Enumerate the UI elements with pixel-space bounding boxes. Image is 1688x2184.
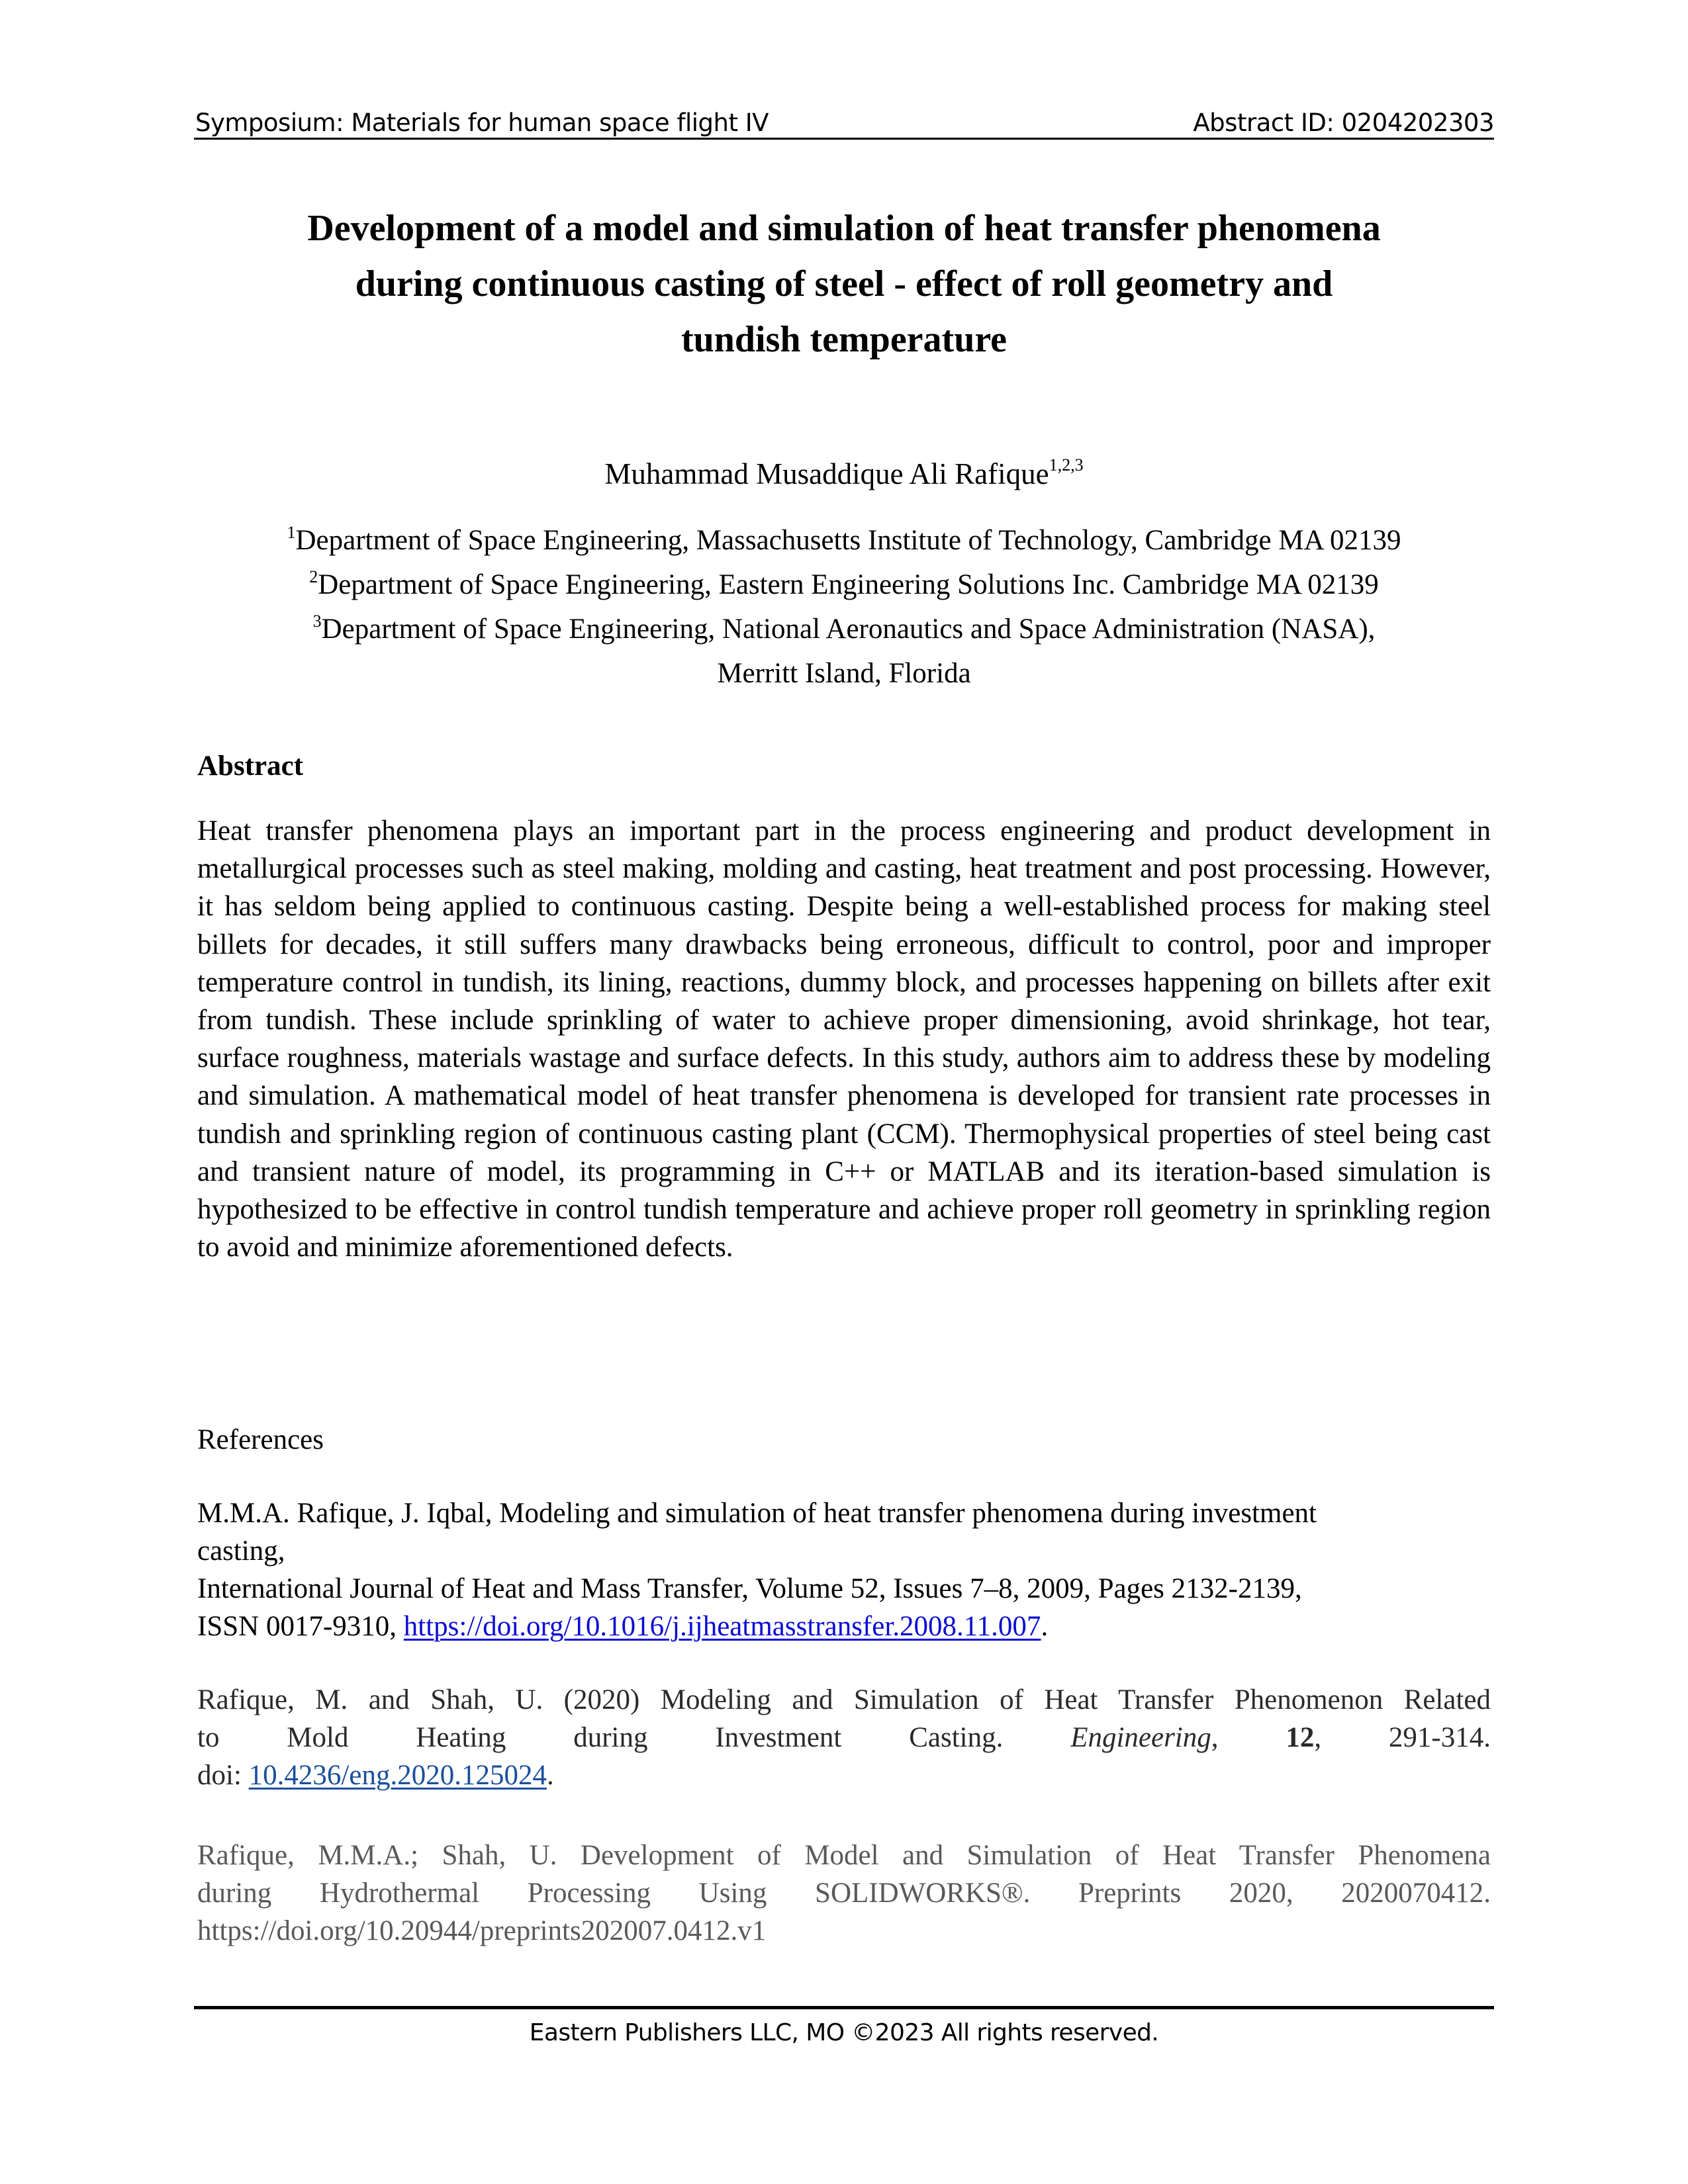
reference-3-doi: https://doi.org/10.20944/preprints202007.0412.v1 [197,1915,767,1946]
reference-2-period: . [546,1760,554,1791]
affiliation-2 [172,565,1516,609]
abstract-body: Heat transfer phenomena plays an important part in the process engineering and product development in metallurgical processes such as steel making, molding and casting, heat treatment and post processing. However, it has seldom being applied to continuous casting. Despite being a well-established process for making steel billets for decades, it still suffers many drawbacks being erroneous, difficult to control, poor and improper temperature control in tundish, its lining, reactions, dummy block, and processes happening on billets after exit from tundish. These include sprinkling of water to achieve proper dimensioning, avoid shrinkage, hot tear, surface roughness, materials wastage and surface defects. In this study, authors aim to address these by modeling and simulation. A mathematical model of heat transfer phenomena is developed for transient rate processes in tundish and sprinkling region of continuous casting plant (CCM). Thermophysical properties of steel being cast and transient nature of model, its programming in C++ or MATLAB and its iteration-based simulation is hypothesized to be effective in control tundish temperature and achieve proper roll geometry in sprinkling region to avoid and minimize aforementioned defects. [197,815,1491,1263]
affiliation-mark: 1 [287,523,296,542]
reference-2-pages: , 291-314. [1314,1722,1491,1753]
reference-2-doi-link[interactable]: 10.4236/eng.2020.125024 [248,1760,547,1791]
author-line [172,455,1516,497]
reference-2-line-1: Rafique, M. and Shah, U. (2020) Modeling and Simulation of Heat Transfer Phenomenon Related [197,1684,1491,1715]
affiliation-3 [172,609,1516,653]
reference-3-line-1: Rafique, M.M.A.; Shah, U. Development of Model and Simulation of Heat Transfer Phenomena [197,1840,1491,1871]
reference-2-journal: Engineering [1070,1722,1211,1753]
reference-1-period: . [1041,1611,1049,1642]
affiliation-text: Merritt Island, Florida [717,658,971,689]
symposium-name: Symposium: Materials for human space flight IV [195,109,769,137]
title-line-1: Development of a model and simulation of heat transfer phenomena [307,208,1381,249]
footer-rule [194,2006,1494,2009]
header-rule [194,138,1494,140]
affiliation-text: Department of Space Engineering, Massachusetts Institute of Technology, Cambridge MA 02139 [295,525,1401,556]
reference-1-issn: ISSN 0017-9310, [197,1611,404,1642]
reference-2-doi-label: doi: [197,1760,249,1791]
reference-2-volume: 12 [1286,1722,1315,1753]
abstract-heading: Abstract [197,751,304,782]
reference-1-line-2: casting, [197,1535,285,1567]
author-affiliation-marks: 1,2,3 [1049,455,1084,475]
affiliation-1 [172,520,1516,565]
author-name: Muhammad Musaddique Ali Rafique [604,457,1049,490]
running-header [195,98,1494,139]
reference-2-line-3 [197,1756,1491,1794]
reference-1-line-3: International Journal of Heat and Mass Transfer, Volume 52, Issues 7–8, 2009, Pages 2132-2139, [197,1573,1302,1604]
affiliations [172,520,1516,694]
title-line-2: during continuous casting of steel - effect of roll geometry and [355,263,1333,304]
reference-1-line-4 [197,1608,1491,1645]
affiliation-mark: 2 [309,567,318,586]
references-heading: References [197,1424,324,1455]
abstract-id: Abstract ID: 0204202303 [1193,109,1494,137]
paper-title [172,201,1516,367]
reference-2-line-2 [197,1719,1491,1756]
footer-copyright: Eastern Publishers LLC, MO ©2023 All rights reserved. [529,2019,1159,2046]
reference-2 [197,1681,1491,1794]
affiliation-mark: 3 [312,612,322,631]
reference-2-separator: , [1211,1722,1286,1753]
reference-1-doi-link[interactable]: https://doi.org/10.1016/j.ijheatmasstransfer.2008.11.007 [403,1611,1041,1642]
affiliation-text: Department of Space Engineering, National Aeronautics and Space Administration (NASA), [321,614,1376,645]
reference-1-line-1: M.M.A. Rafique, J. Iqbal, Modeling and simulation of heat transfer phenomena during investment [197,1498,1317,1529]
affiliation-text: Department of Space Engineering, Eastern Engineering Solutions Inc. Cambridge MA 02139 [318,569,1379,600]
reference-2-title-tail: to Mold Heating during Investment Casting. [197,1722,1071,1753]
title-line-3: tundish temperature [680,319,1008,360]
reference-1 [197,1494,1491,1645]
reference-3 [197,1837,1491,1950]
affiliation-3-continued [172,653,1516,694]
reference-3-line-2: during Hydrothermal Processing Using SOLIDWORKS®. Preprints 2020, 2020070412. [197,1878,1491,1909]
